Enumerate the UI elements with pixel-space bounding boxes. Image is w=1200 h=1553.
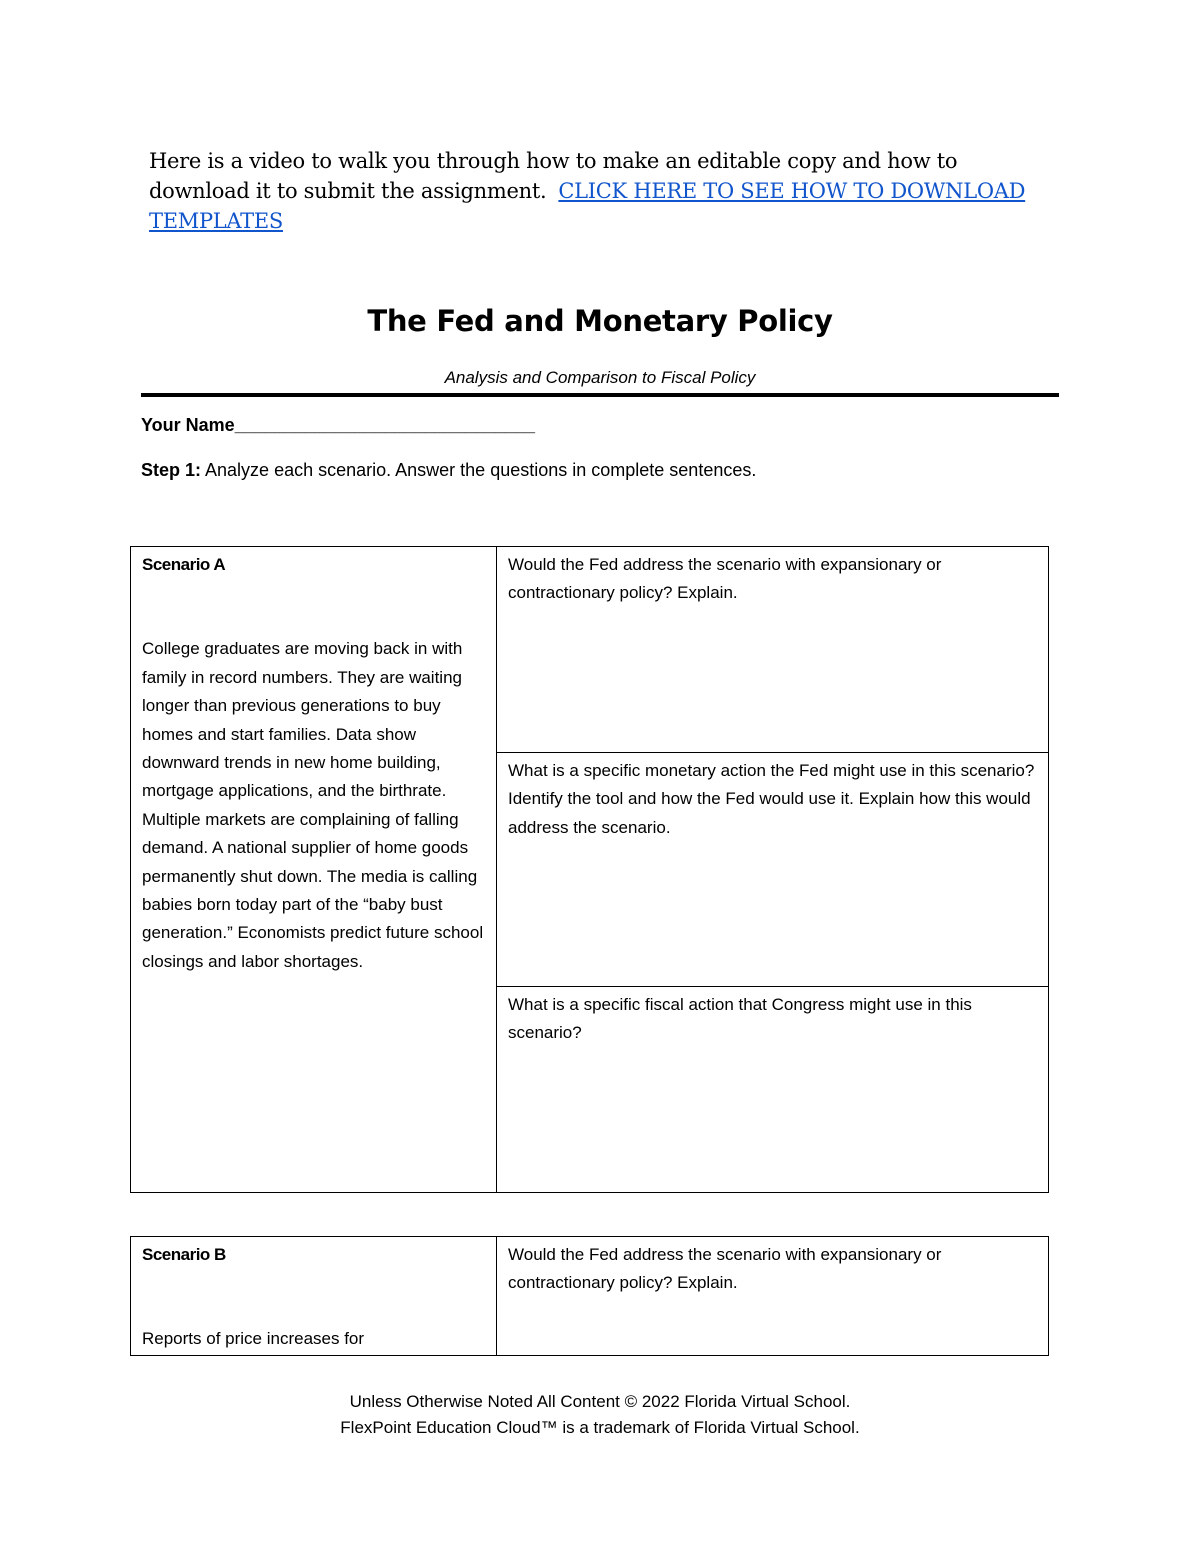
page-title: The Fed and Monetary Policy (367, 304, 833, 338)
intro-text: Here is a video to walk you through how to make an editable copy and how to download it to submit the assignment. (149, 149, 958, 203)
intro-paragraph (149, 146, 1059, 236)
footer (0, 1389, 1200, 1441)
scenario-a-text: College graduates are moving back in with family in record numbers. They are waiting longer than previous generations to buy homes and start families. Data show downward trends in new home building, mortgage applications, and the birthrate. Multiple markets are complaining of falling demand. A national supplier of home goods permanently shut down. The media is calling babies born today part of the “baby bust generation.” Economists predict future school closings and labor shortages. (142, 639, 484, 971)
scenario-b-question-1-cell[interactable] (497, 1237, 1049, 1356)
scenario-b-text: Reports of price increases for (142, 1329, 365, 1349)
name-blank: ______________________________ (234, 415, 536, 435)
scenario-a-question-1: Would the Fed address the scenario with expansionary or contractionary policy? Explain. (508, 555, 942, 603)
scenario-a-table (130, 546, 1049, 1193)
download-templates-link[interactable]: CLICK HERE TO SEE HOW TO DOWNLOAD TEMPLATES (149, 179, 1026, 233)
title-divider (141, 393, 1059, 397)
scenario-a-description-cell (131, 547, 497, 1193)
step-1-text: Analyze each scenario. Answer the questions in complete sentences. (205, 460, 757, 480)
scenario-a-question-3: What is a specific fiscal action that Congress might use in this scenario? (508, 995, 972, 1043)
name-field[interactable] (141, 415, 535, 436)
footer-trademark: FlexPoint Education Cloud™ is a trademark of Florida Virtual School. (340, 1418, 860, 1437)
scenario-a-row-1 (131, 547, 1049, 753)
step-1-instructions (141, 460, 756, 481)
page-subtitle: Analysis and Comparison to Fiscal Policy (444, 368, 756, 387)
scenario-a-label: Scenario A (142, 555, 226, 574)
scenario-a-question-1-cell[interactable] (497, 547, 1049, 753)
scenario-b-label: Scenario B (142, 1245, 226, 1264)
scenario-b-description-cell (131, 1237, 497, 1356)
scenario-a-question-3-cell[interactable] (497, 987, 1049, 1193)
name-label: Your Name (141, 415, 235, 435)
scenario-a-question-2: What is a specific monetary action the Fed might use in this scenario? Identify the tool and how the Fed would use it. Explain how this would address the scenario. (508, 761, 1035, 837)
scenario-a-question-2-cell[interactable] (497, 753, 1049, 987)
scenario-b-row-1 (131, 1237, 1049, 1356)
scenario-b-question-1: Would the Fed address the scenario with expansionary or contractionary policy? Explain. (508, 1245, 942, 1293)
step-1-label: Step 1: (141, 460, 202, 480)
footer-copyright: Unless Otherwise Noted All Content © 2022 Florida Virtual School. (349, 1392, 851, 1411)
scenario-b-table (130, 1236, 1049, 1356)
